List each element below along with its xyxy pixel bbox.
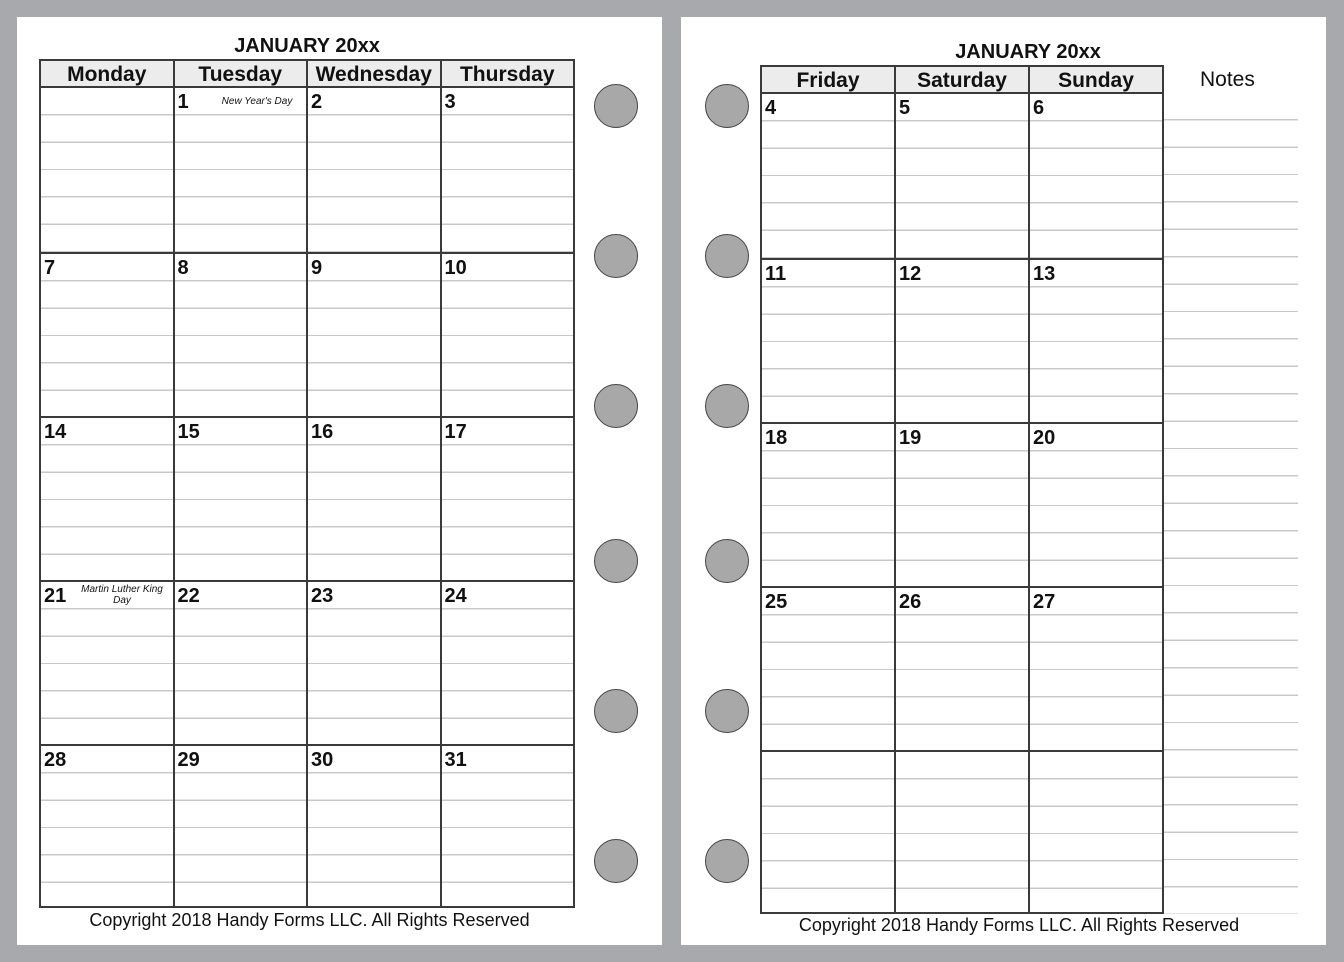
header-monday: Monday xyxy=(41,61,175,86)
notes-area[interactable] xyxy=(1164,93,1298,914)
header-thursday: Thursday xyxy=(459,63,555,86)
day-cell[interactable] xyxy=(896,588,1030,750)
day-number: 21 xyxy=(44,585,67,607)
week-row xyxy=(41,88,573,252)
day-number: 14 xyxy=(44,421,67,443)
day-number: 3 xyxy=(444,91,456,113)
notes-heading: Notes xyxy=(1200,68,1255,91)
day-number: 5 xyxy=(899,97,911,119)
day-number: 20 xyxy=(1033,427,1056,449)
day-cell[interactable] xyxy=(175,746,309,906)
day-cell[interactable] xyxy=(1030,424,1162,586)
day-cell[interactable] xyxy=(442,746,574,906)
day-cell[interactable] xyxy=(41,254,175,416)
copyright-text: Copyright 2018 Handy Forms LLC. All Rights Reserved xyxy=(89,910,530,930)
week-row xyxy=(41,252,573,416)
day-cell[interactable] xyxy=(762,94,896,258)
day-number: 23 xyxy=(311,585,334,607)
day-cell[interactable] xyxy=(41,88,175,252)
day-number: 2 xyxy=(311,91,323,113)
header-tuesday: Tuesday xyxy=(175,61,309,86)
binder-hole-icon xyxy=(705,839,749,883)
binder-hole-icon xyxy=(594,689,638,733)
day-number: 30 xyxy=(311,749,334,771)
binder-hole-icon xyxy=(705,234,749,278)
copyright-text: Copyright 2018 Handy Forms LLC. All Rights Reserved xyxy=(798,915,1240,935)
day-cell[interactable] xyxy=(762,260,896,422)
day-cell[interactable] xyxy=(41,418,175,580)
day-cell[interactable] xyxy=(175,418,309,580)
week-row xyxy=(762,94,1162,258)
day-number: 15 xyxy=(177,421,200,443)
day-cell[interactable] xyxy=(175,254,309,416)
day-number: 16 xyxy=(311,421,334,443)
day-number: 31 xyxy=(444,749,467,771)
day-number: 17 xyxy=(444,421,467,443)
day-cell[interactable] xyxy=(41,582,175,744)
day-number: 12 xyxy=(899,263,922,285)
week-row xyxy=(41,744,573,906)
day-cell[interactable] xyxy=(1030,588,1162,750)
binder-hole-icon xyxy=(705,689,749,733)
day-cell[interactable] xyxy=(308,418,442,580)
day-cell[interactable] xyxy=(442,418,574,580)
day-number: 26 xyxy=(899,591,922,613)
header-friday: Friday xyxy=(762,67,896,92)
binder-hole-icon xyxy=(594,839,638,883)
day-cell[interactable] xyxy=(896,94,1030,258)
day-cell[interactable] xyxy=(308,254,442,416)
day-cell[interactable] xyxy=(896,424,1030,586)
day-number: 22 xyxy=(177,585,200,607)
binder-hole-icon xyxy=(594,539,638,583)
day-number: 29 xyxy=(177,749,200,771)
calendar-grid-right xyxy=(760,65,1164,914)
binder-hole-icon xyxy=(705,84,749,128)
month-title: JANUARY 20xx xyxy=(234,35,380,57)
day-number: 25 xyxy=(765,591,788,613)
day-number: 28 xyxy=(44,749,67,771)
day-cell[interactable] xyxy=(1030,94,1162,258)
day-cell[interactable] xyxy=(41,746,175,906)
day-cell[interactable] xyxy=(442,582,574,744)
binder-hole-icon xyxy=(594,234,638,278)
header-saturday: Saturday xyxy=(896,67,1030,92)
day-number: 11 xyxy=(765,263,787,285)
day-number: 8 xyxy=(177,257,189,279)
day-number: 9 xyxy=(311,257,323,279)
day-number: 18 xyxy=(765,427,788,449)
day-cell[interactable] xyxy=(896,752,1030,912)
day-cell[interactable] xyxy=(175,582,309,744)
week-row xyxy=(762,258,1162,422)
calendar-grid-left xyxy=(39,59,575,908)
week-row xyxy=(41,580,573,744)
left-page xyxy=(17,17,662,945)
binder-hole-icon xyxy=(594,384,638,428)
right-page xyxy=(681,17,1326,945)
day-number: 1 xyxy=(177,91,189,113)
day-number: 4 xyxy=(765,97,777,119)
weekday-header-row xyxy=(41,61,573,88)
day-cell[interactable] xyxy=(308,88,442,252)
day-cell[interactable] xyxy=(762,588,896,750)
binder-hole-icon xyxy=(705,384,749,428)
day-cell[interactable] xyxy=(896,260,1030,422)
header-sunday: Sunday xyxy=(1058,69,1134,92)
day-number: 7 xyxy=(44,257,56,279)
day-cell[interactable] xyxy=(442,88,574,252)
holiday-label: New Year's Day xyxy=(221,96,293,107)
week-row xyxy=(41,416,573,580)
day-number: 10 xyxy=(444,257,467,279)
day-cell[interactable] xyxy=(175,88,309,252)
day-cell[interactable] xyxy=(762,424,896,586)
week-row xyxy=(762,750,1162,912)
week-row xyxy=(762,586,1162,750)
binder-hole-icon xyxy=(705,539,749,583)
holiday-label: Martin Luther King Day xyxy=(81,584,163,606)
binder-hole-icon xyxy=(594,84,638,128)
weekday-header-row xyxy=(762,67,1162,94)
day-number: 27 xyxy=(1033,591,1056,613)
day-cell[interactable] xyxy=(308,582,442,744)
day-cell[interactable] xyxy=(1030,260,1162,422)
day-cell[interactable] xyxy=(762,752,896,912)
day-number: 13 xyxy=(1033,263,1056,285)
day-cell[interactable] xyxy=(442,254,574,416)
day-cell[interactable] xyxy=(1030,752,1162,912)
month-title: JANUARY 20xx xyxy=(955,41,1101,63)
day-number: 19 xyxy=(899,427,922,449)
week-row xyxy=(762,422,1162,586)
day-cell[interactable] xyxy=(308,746,442,906)
header-wednesday: Wednesday xyxy=(308,61,442,86)
day-number: 6 xyxy=(1033,97,1045,119)
day-number: 24 xyxy=(444,585,467,607)
